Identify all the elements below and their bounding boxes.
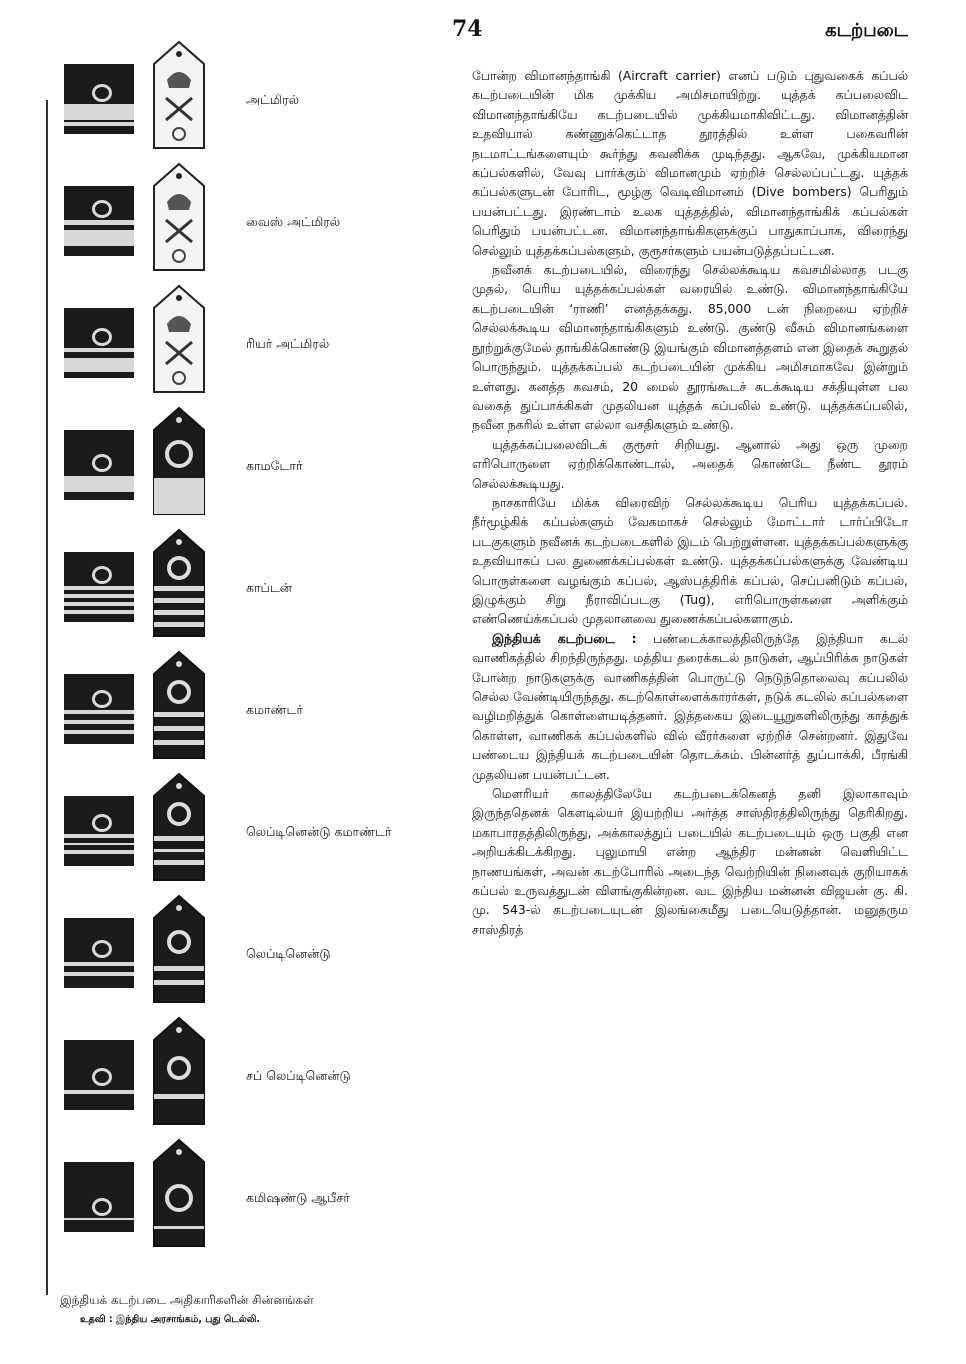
paragraph: போன்ற விமானந்தாங்கி (Aircraft carrier) எனப் படும் புதுவகைக் கப்பல் கடற்படையின் மிக முக்கிய அமிசமாயிற்று. யுத்தக் கப்பலைவிட விமானந்தாங்கியே கடற்படையில் முக்கியமாகிவிட்டது. விமானத்தின் உதவியால் கண்ணுக்கெட்டாத தூரத்தில் உள்ள பகைவரின் நடமாட்டங்களையும் கூர்ந்து கவனிக்க முடிந்தது. ஆகவே, முக்கியமான கப்பல்களில், வேவு பார்க்கும் விமானமும் ஏற்றிச் செல்லப்பட்டது. யுத்தக் கப்பல்களுடன் போரிட, மூழ்கு வெடிவிமானம் (Dive bombers) பெரிதும் பயன்பட்டது. இரண்டாம் உலக யுத்தத்தில், விமானந்தாங்கிக் கப்பல்கள் பெரிதும் பயன்பட்டன. விமானந்தாங்கிகளுக்குப் பாதுகாப்பாக, விரைந்து செல்லும் யுத்தக்கப்பல்களும், குரூசர்களும் பயன்படுத்தப்பட்டன. bbox=[472, 68, 908, 258]
column-rule bbox=[46, 100, 48, 1295]
rank-label: காமடோர் bbox=[246, 458, 303, 473]
rank-row-rear-admiral bbox=[60, 284, 440, 404]
shoulder-board-icon bbox=[152, 894, 206, 1004]
paragraph bbox=[472, 629, 908, 784]
shoulder-board-icon bbox=[152, 40, 206, 150]
shoulder-board-icon bbox=[152, 772, 206, 882]
section-heading: இந்தியக் கடற்படை : bbox=[492, 630, 637, 646]
rank-label: வைஸ் அட்மிரல் bbox=[246, 214, 341, 229]
shoulder-board-icon bbox=[152, 650, 206, 760]
rank-row-commissioned-officer bbox=[60, 1138, 440, 1258]
rank-label: ரியர் அட்மிரல் bbox=[246, 336, 330, 351]
rank-label: லெப்டினென்டு கமாண்டர் bbox=[246, 824, 392, 839]
rank-label: கமிஷண்டு ஆபீசர் bbox=[246, 1190, 350, 1205]
rank-row-captain bbox=[60, 528, 440, 648]
rank-row-commodore bbox=[60, 406, 440, 526]
rank-label: காப்டன் bbox=[246, 580, 292, 595]
sleeve-insignia-icon bbox=[64, 64, 134, 134]
paragraph-text: பண்டைக்காலத்திலிருந்தே இந்தியா கடல் வாணிகத்தில் சிறந்திருந்தது. மத்திய தரைக்கடல் நாடுகள், ஆப்பிரிக்க நாடுகள் போன்ற நாடுகளுக்கு வாணிகத்தின் பொருட்டு நெடுந்தொலைவு கப்பலில் செல்ல வேண்டியிருந்தது. கடற்கொள்ளைக்காரர்கள், நடுக் கடலில் கப்பல்களை வழிமறித்துக் கொள்ளையடித்தனர். இத்தகைய இடையூறுகளிலிருந்து காத்துக் கொள்ள, வாணிகக் கப்பல்களில் வில் வீரர்களை ஏற்றிச் சென்றனர். இதுவே பண்டைய இந்தியக் கடற்படையின் தொடக்கம். பின்னர்த் துப்பாக்கி, பீரங்கி முதலியன பயன்பட்டன. bbox=[472, 630, 908, 782]
sleeve-insignia-icon bbox=[64, 186, 134, 256]
page-number: 74 bbox=[452, 16, 483, 42]
rank-row-lieutenant bbox=[60, 894, 440, 1014]
rank-label: கமாண்டர் bbox=[246, 702, 303, 717]
shoulder-board-icon bbox=[152, 1016, 206, 1126]
rank-row-commander bbox=[60, 650, 440, 770]
rank-row-sub-lieutenant bbox=[60, 1016, 440, 1136]
paragraph: யுத்தக்கப்பலைவிடக் குரூசர் சிறியது. ஆனால் அது ஒரு முறை எரிபொருளை ஏற்றிக்கொண்டால், அதைக் கொண்டே நீண்ட தூரம் செல்லக்கூடியது. bbox=[472, 436, 908, 491]
shoulder-board-icon bbox=[152, 528, 206, 638]
article-body bbox=[472, 66, 908, 939]
rank-insignia-figure bbox=[0, 40, 440, 1330]
rank-row-admiral bbox=[60, 40, 440, 160]
sleeve-insignia-icon bbox=[64, 552, 134, 622]
paragraph: நாசகாரியே மிக்க விரைவிற் செல்லக்கூடிய பெரிய யுத்தக்கப்பல். நீர்மூழ்கிக் கப்பல்களும் வேகமாகச் செல்லும் மோட்டார் டார்ப்பிடோ படகுகளும் நவீனக் கடற்படைகளில் இடம் பெற்றுள்ளன. யுத்தக்கப்பல்களுக்கு உதவியாகப் பல துணைக்கப்பல்கள் உண்டு. யுத்தக்கப்பல்களுக்கு வேண்டிய பொருள்களை வழங்கும் கப்பல், ஆஸ்பத்திரிக் கப்பல், செப்பனிடும் கப்பல், இழுக்கும் சிறு நீராவிப்படகு (Tug), எரிபொருள்களை அளிக்கும் எண்ணெய்க்கப்பல் முதலானவை துணைக்கப்பல்களாகும். bbox=[472, 494, 908, 627]
sleeve-insignia-icon bbox=[64, 430, 134, 500]
rank-row-vice-admiral bbox=[60, 162, 440, 282]
shoulder-board-icon bbox=[152, 284, 206, 394]
sleeve-insignia-icon bbox=[64, 674, 134, 744]
sleeve-insignia-icon bbox=[64, 308, 134, 378]
sleeve-insignia-icon bbox=[64, 1040, 134, 1110]
figure-caption: இந்தியக் கடற்படை அதிகாரிகளின் சின்னங்கள் bbox=[60, 1293, 314, 1307]
sleeve-insignia-icon bbox=[64, 796, 134, 866]
paragraph: மௌரியர் காலத்திலேயே கடற்படைக்கெனத் தனி இலாகாவும் இருந்ததெனக் கௌடில்யர் இயற்றிய அர்த்த சாஸ்திரத்திலிருந்து தெரிகிறது. மகாபாரதத்திலிருந்து, அக்காலத்துப் படையில் கடற்படையும் ஒரு பகுதி என அறியக்கிடக்கிறது. புலுமாயி என்ற ஆந்திர மன்னன் வெளியிட்ட நாணயங்கள், அவன் கடற்போரில் அடைந்த வெற்றியின் நினைவுக் குறியாகக் கப்பல் உருவத்துடன் விளங்குகின்றன. வட இந்திய மன்னன் விஜயன் கு. கி. மு. 543-ல் கடற்படையுடன் இலங்கைமீது படையெடுத்தான். மனுதரும சாஸ்திரத் bbox=[472, 786, 908, 937]
sleeve-insignia-icon bbox=[64, 1162, 134, 1232]
shoulder-board-icon bbox=[152, 1138, 206, 1248]
rank-label: சப் லெப்டினென்டு bbox=[246, 1068, 351, 1083]
sleeve-insignia-icon bbox=[64, 918, 134, 988]
rank-label: லெப்டினென்டு bbox=[246, 946, 331, 961]
shoulder-board-icon bbox=[152, 406, 206, 516]
rank-row-lieutenant-commander bbox=[60, 772, 440, 892]
paragraph: நவீனக் கடற்படையில், விரைந்து செல்லக்கூடிய கவசமில்லாத படகு முதல், பெரிய யுத்தக்கப்பல்கள் வரையில் உண்டு. விமானந்தாங்கியே கடற்படையின் ‘ராணி’ எனத்தக்கது. 85,000 டன் நிறையை ஏற்றிச் செல்லக்கூடிய விமானந்தாங்கிகளும் உண்டு. குண்டு வீசும் விமானங்களை நூற்றுக்குமேல் தாங்கிக்கொண்டு இயங்கும் விமானத்தளம் என இதைக் கூறுதல் பொருந்தும். யுத்தக்கப்பல் கடற்படையின் முக்கிய அமிசமாகவே இன்றும் உள்ளது. கனத்த கவசம், 20 மைல் தூரங்கூடச் சுடக்கூடிய சக்தியுள்ள பல வகைத் துப்பாக்கிகள் முதலியன யுத்தக் கப்பலில் உண்டு. யுத்தக்கப்பலில், நவீன நகரில் உள்ள எல்லா வசதிகளும் உண்டு. bbox=[472, 262, 908, 433]
running-head: கடற்படை bbox=[825, 20, 908, 41]
rank-label: அட்மிரல் bbox=[246, 92, 299, 107]
shoulder-board-icon bbox=[152, 162, 206, 272]
figure-credit: உதவி : இந்திய அரசாங்கம், புது டெல்லி. bbox=[80, 1314, 260, 1325]
